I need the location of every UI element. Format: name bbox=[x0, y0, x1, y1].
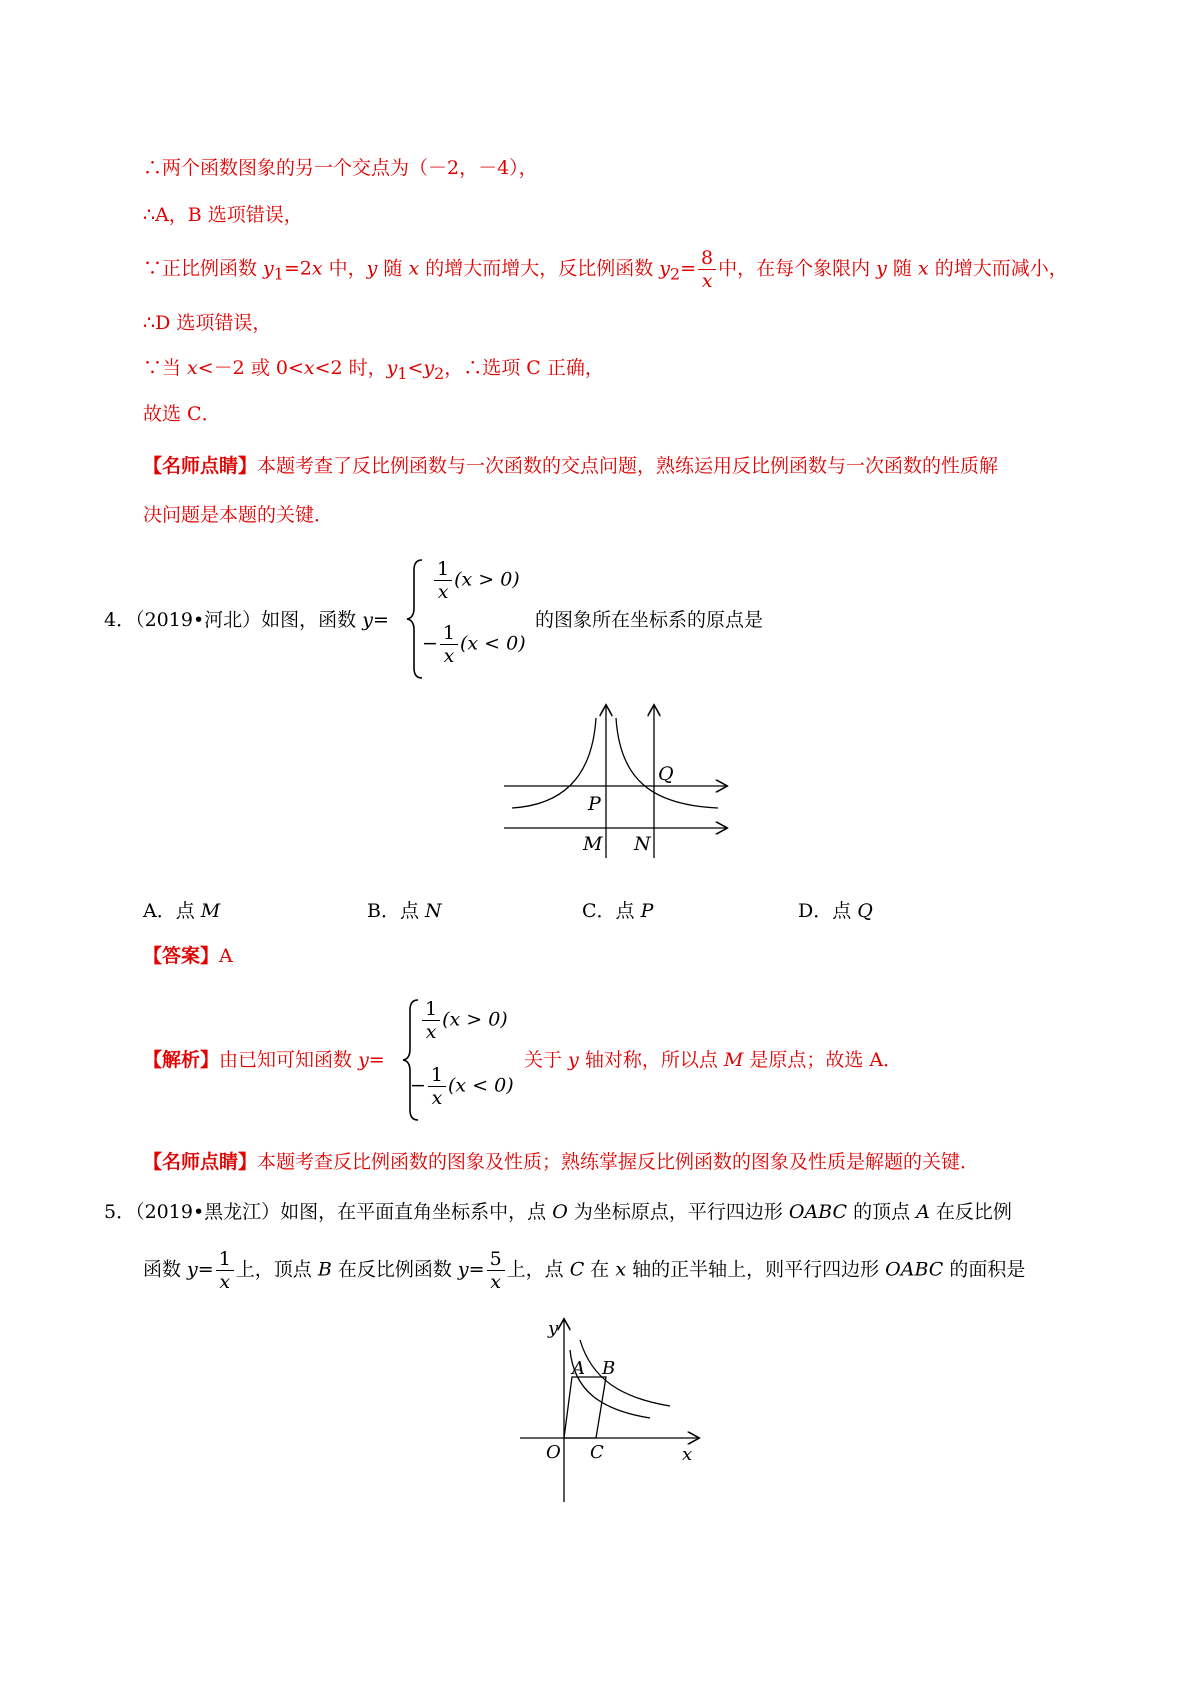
q5-figure bbox=[510, 1310, 710, 1510]
q4-analysis-case-2: − $\frac{1}{x}$ (x < 0) bbox=[410, 1064, 514, 1109]
q5-stem-line-1: 5．（2019•黑龙江）如图，在平面直角坐标系中，点 O 为坐标原点，平行四边形 OABC 的顶点 A 在反比例 bbox=[104, 1201, 1012, 1223]
q4-option-c[interactable]: C．点 P bbox=[582, 900, 654, 922]
q4-analysis-lead: 【解析】由已知可知函数 y= bbox=[143, 1049, 385, 1071]
q4-tip: 【名师点睛】本题考查反比例函数的图象及性质；熟练掌握反比例函数的图象及性质是解题的关键． bbox=[143, 1151, 980, 1173]
q5-parallelogram bbox=[564, 1377, 606, 1438]
q5-label-y: y bbox=[548, 1318, 559, 1339]
q4-label-p: P bbox=[588, 793, 601, 815]
q4-answer: 【答案】A bbox=[143, 945, 233, 967]
q4-case-2: − $\frac{1}{x}$ (x < 0) bbox=[422, 622, 526, 667]
q4-stem-lead: 4．（2019•河北）如图，函数 y= bbox=[104, 609, 389, 631]
solution-line-5: ∵当 x<－2 或 0<x<2 时，$y_1<y_2$，∴选项 C 正确， bbox=[143, 357, 604, 383]
q5-label-c: C bbox=[590, 1442, 604, 1463]
q4-curve-left bbox=[512, 718, 596, 808]
solution-line-6: 故选 C． bbox=[143, 403, 221, 425]
tip-line-1: 【名师点睛】本题考查了反比例函数与一次函数的交点问题，熟练运用反比例函数与一次函数的性质解 bbox=[143, 455, 999, 477]
tip-tag: 【名师点睛】 bbox=[143, 455, 258, 477]
q4-label-m: M bbox=[583, 833, 603, 855]
q5-label-x: x bbox=[682, 1444, 693, 1465]
q5-stem-line-2: 函数 y= $\frac{1}{x}$ 上，顶点 B 在反比例函数 y= $\frac{5}{x}$ 上，点 C 在 x 轴的正半轴上，则平行四边形 OABC 的面积是 bbox=[143, 1248, 1026, 1293]
q4-analysis-tail: 关于 y 轴对称，所以点 M 是原点；故选 A． bbox=[524, 1049, 903, 1071]
q4-case-1: $\frac{1}{x}$ (x > 0) bbox=[432, 558, 520, 603]
q4-label-q: Q bbox=[658, 763, 674, 785]
q4-stem-tail: 的图象所在坐标系的原点是 bbox=[535, 609, 764, 631]
q5-label-a: A bbox=[572, 1358, 585, 1379]
solution-line-1: ∴两个函数图象的另一个交点为（－2，－4）， bbox=[143, 157, 538, 179]
q5-label-o: O bbox=[546, 1442, 561, 1463]
solution-line-3: ∵正比例函数 $y_1=2x$ 中，y 随 x 的增大而增大，反比例函数 $y_2=$ $\frac{8}{x}$ 中，在每个象限内 y 随 x 的增大而减小， bbox=[143, 247, 1068, 292]
solution-line-4: ∴D 选项错误， bbox=[143, 312, 272, 334]
q4-label-n: N bbox=[634, 833, 651, 855]
q4-option-b[interactable]: B．点 N bbox=[367, 900, 442, 922]
fraction-8-over-x: $\frac{8}{x}$ bbox=[698, 247, 716, 292]
q4-option-a[interactable]: A．点 M bbox=[143, 900, 221, 922]
q4-figure bbox=[500, 700, 740, 860]
q5-label-b: B bbox=[602, 1358, 616, 1379]
solution-line-2: ∴A，B 选项错误， bbox=[143, 204, 303, 226]
q4-analysis-case-1: $\frac{1}{x}$ (x > 0) bbox=[420, 998, 508, 1043]
tip-line-2: 决问题是本题的关键． bbox=[143, 504, 334, 526]
q4-option-d[interactable]: D．点 Q bbox=[798, 900, 873, 922]
